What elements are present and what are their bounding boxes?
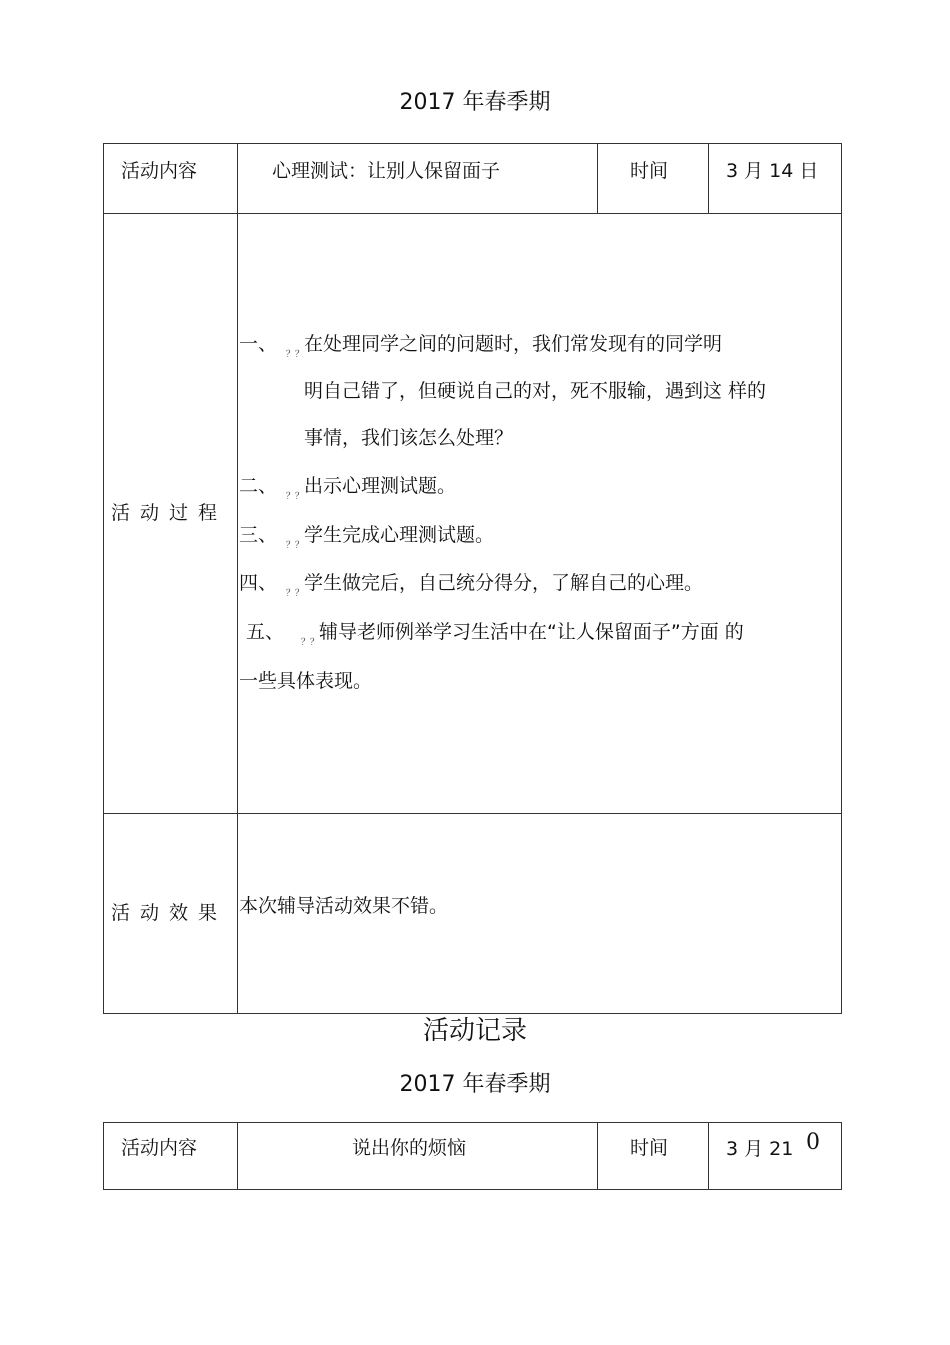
label-activity-effect: 活动效果 bbox=[111, 902, 228, 924]
table-border-left bbox=[103, 1122, 104, 1190]
process-item-text: 在处理同学之间的问题时，我们常发现有的同学明 bbox=[304, 333, 723, 355]
table-column-divider bbox=[708, 1122, 709, 1190]
label-time: 时间 bbox=[630, 1137, 669, 1159]
label-time: 时间 bbox=[630, 160, 669, 182]
label-activity-content: 活动内容 bbox=[121, 160, 198, 182]
process-item-prefix: 一、 bbox=[239, 333, 278, 355]
process-item-marker: ？？ bbox=[286, 589, 305, 599]
process-item-prefix: 四、 bbox=[239, 572, 278, 594]
time-value: 3 月 14 日 bbox=[726, 160, 819, 182]
table-border-top bbox=[103, 1122, 842, 1123]
table-column-divider bbox=[237, 1122, 238, 1190]
table-column-divider bbox=[708, 143, 709, 214]
process-item-text: 一些具体表现。 bbox=[239, 670, 373, 692]
process-item-text: 出示心理测试题。 bbox=[304, 475, 457, 497]
table-border-bottom bbox=[103, 1013, 842, 1014]
record-heading: 活动记录 bbox=[422, 1016, 527, 1046]
activity-content-value: 说出你的烦恼 bbox=[352, 1137, 467, 1159]
activity-content-value: 心理测试：让别人保留面子 bbox=[272, 160, 501, 182]
process-item-text: 学生做完后，自己统分得分，了解自己的心理。 bbox=[304, 572, 704, 594]
activity-effect-value: 本次辅导活动效果不错。 bbox=[239, 895, 449, 917]
table-row-divider bbox=[103, 813, 842, 814]
section-title: 2017 年春季期 bbox=[399, 90, 551, 115]
process-item-marker: ？？ bbox=[286, 350, 305, 360]
process-item-text: 明自己错了，但硬说自己的对，死不服输，遇到这 样的 bbox=[304, 380, 767, 402]
table-column-divider bbox=[237, 143, 238, 1014]
time-value: 3 月 21 bbox=[726, 1138, 794, 1160]
process-item-text: 辅导老师例举学习生活中在“让人保留面子”方面 的 bbox=[319, 621, 744, 643]
table-column-divider bbox=[597, 143, 598, 214]
process-item-prefix: 二、 bbox=[239, 475, 278, 497]
process-item-marker: ？？ bbox=[286, 541, 305, 551]
label-activity-content: 活动内容 bbox=[121, 1137, 198, 1159]
process-item-text: 学生完成心理测试题。 bbox=[304, 524, 495, 546]
process-item-marker: ？？ bbox=[301, 638, 320, 648]
process-item-text: 事情，我们该怎么处理？ bbox=[304, 427, 514, 449]
process-item-prefix: 三、 bbox=[239, 524, 278, 546]
process-item-marker: ？？ bbox=[286, 492, 305, 502]
table-border-left bbox=[103, 143, 104, 1014]
label-activity-process: 活动过程 bbox=[111, 502, 228, 524]
table-row-divider bbox=[103, 213, 842, 214]
table-border-right bbox=[841, 1122, 842, 1190]
section-title: 2017 年春季期 bbox=[399, 1072, 551, 1097]
table-border-right bbox=[841, 143, 842, 1014]
time-value-suffix: 0 bbox=[806, 1130, 820, 1155]
table-border-top bbox=[103, 143, 842, 144]
table-column-divider bbox=[597, 1122, 598, 1190]
process-item-prefix: 五、 bbox=[246, 621, 285, 643]
table-border-bottom bbox=[103, 1189, 842, 1190]
